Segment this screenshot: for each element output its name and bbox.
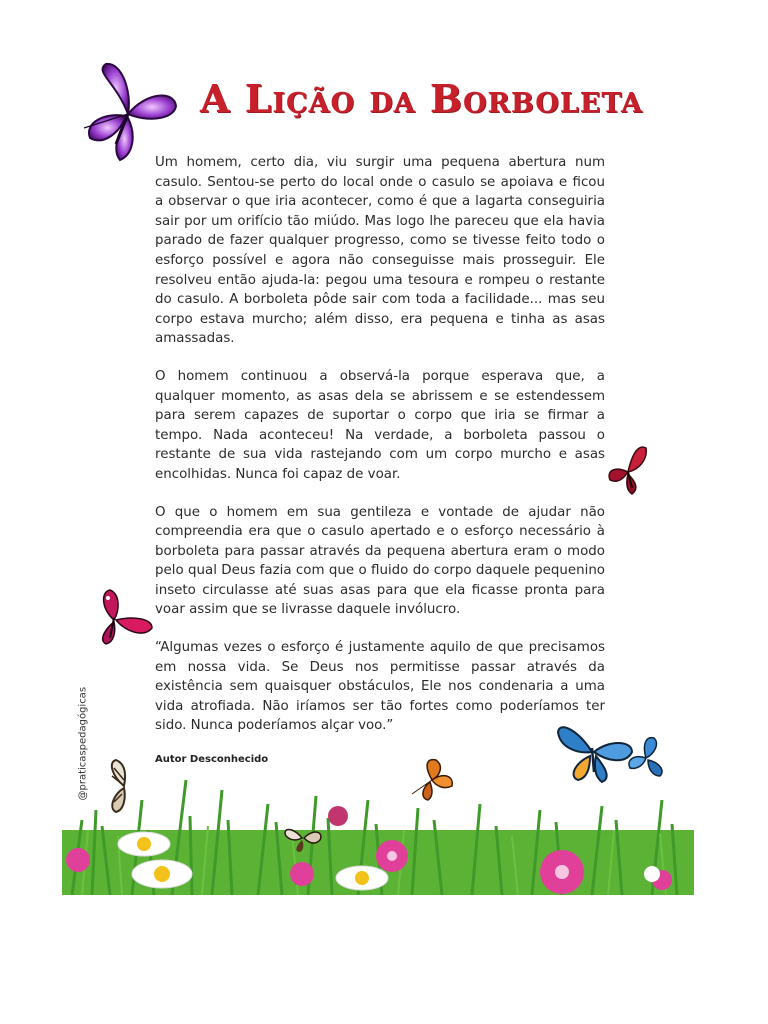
brown-butterfly-icon	[104, 758, 144, 814]
magenta-butterfly-icon	[92, 588, 156, 648]
quote-paragraph: “Algumas vezes o esforço é justamente aquilo de que precisamos em nossa vida. Se Deus nos permitisse passar através da existência sem quaisquer obstáculos, Ele nos condenaria a uma vida atrofiada. Não iríamos ser tão fortes como poderíamos ter sido. Nunca poderíamos alçar voo.”	[155, 640, 605, 734]
story-body	[155, 153, 605, 754]
paragraph: Um homem, certo dia, viu surgir uma pequena abertura num casulo. Sentou-se perto do local onde o casulo se apoiava e ficou a observar o que iria acontecer, como é que a lagarta conseguiria sair por um orifício tão miúdo. Mas logo lhe pareceu que ela havia parado de fazer qualquer progresso, como se tivesse feito todo o esforço possível e agora não conseguisse mais prosseguir. Ele resolveu então ajuda-la: pegou uma tesoura e rompeu o restante do casulo. A borboleta pôde sair com toda a facilidade... mas seu corpo estava murcho; além disso, era pequena e tinha as asas amassadas.	[155, 155, 605, 347]
red-butterfly-icon	[606, 444, 650, 496]
author-credit: Autor Desconhecido	[155, 754, 269, 765]
watermark-text: @praticaspedagógicas	[77, 686, 89, 801]
document-title: A Lição da Borboleta	[200, 76, 643, 121]
flower-meadow	[62, 760, 694, 895]
paragraph: O que o homem em sua gentileza e vontade de ajudar não compreendia era que o casulo apertado e o esforço necessário à borboleta para passar através da pequena abertura eram o modo pelo qual Deus fazia com que o fluido do corpo daquele pequenino inseto circulasse até suas asas para que ela ficasse pronta para voar assim que se livrasse daquele invólucro.	[155, 504, 605, 618]
paragraph: O homem continuou a observá-la porque esperava que, a qualquer momento, as asas dela se abrissem e se estendessem para serem capazes de suportar o corpo que iria se firmar a tempo. Nada aconteceu! Na verdade, a borboleta passou o restante de sua vida rastejando com um corpo murcho e asas encolhidas. Nunca foi capaz de voar.	[155, 368, 605, 482]
brown-butterfly-icon	[282, 822, 324, 854]
purple-butterfly-icon	[76, 62, 184, 166]
